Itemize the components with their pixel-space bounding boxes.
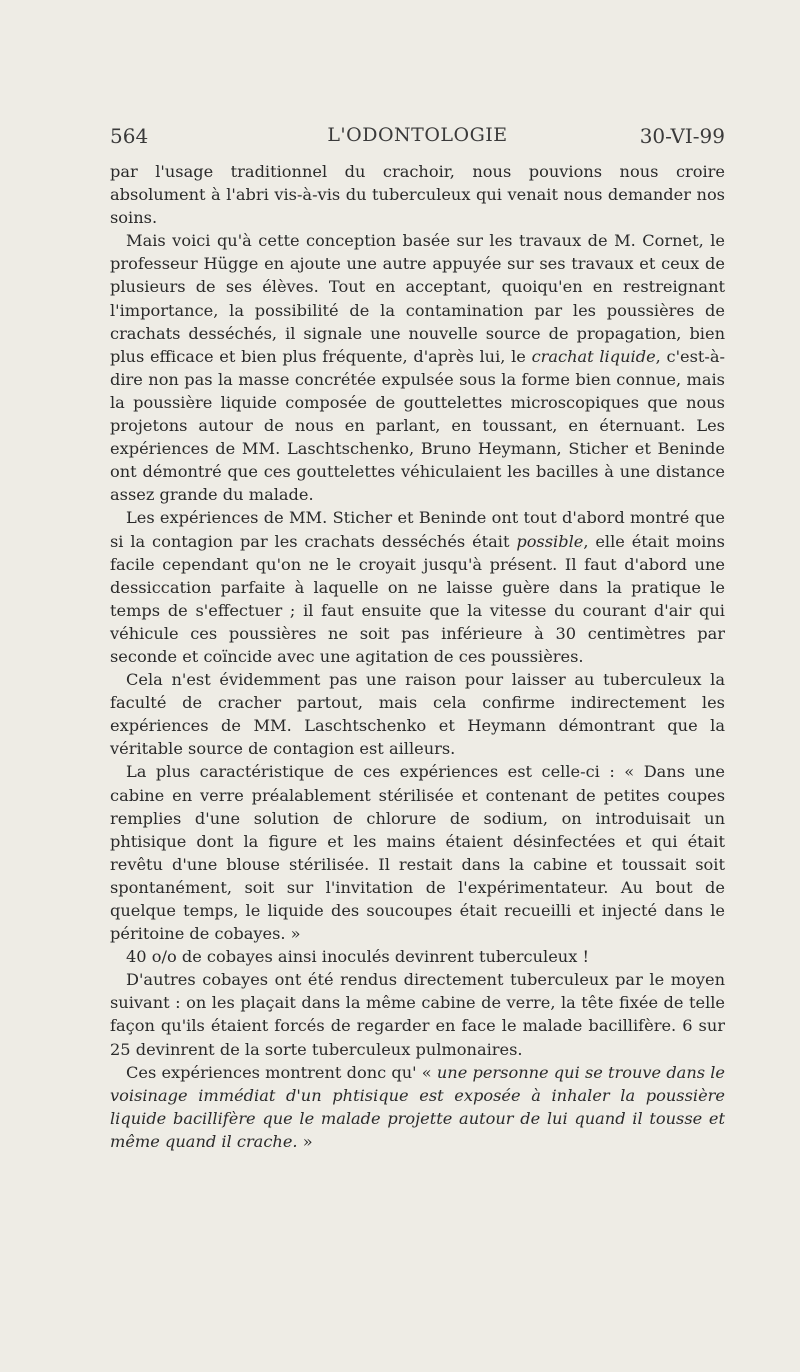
issue-date: 30-VI-99 — [639, 124, 725, 148]
page-number: 564 — [110, 124, 149, 148]
paragraph-text: Les expériences de MM. Sticher et Beninde ont tout d'abord montré que si la contagion par les crachats desséchés était — [110, 508, 725, 551]
emphasis-text: possible — [516, 531, 584, 551]
paragraph-text: » — [297, 1131, 313, 1151]
paragraph — [110, 968, 725, 1060]
paragraph — [110, 760, 725, 945]
paragraph — [110, 160, 725, 229]
paragraph-text: Cela n'est évidemment pas une raison pour laisser au tuberculeux la faculté de cracher partout, mais cela confirme indirectement les expériences de MM. Laschtschenko et Heymann démontrant que la véritable source de contagion est ailleurs. — [110, 670, 725, 759]
emphasis-text: crachat liquide — [531, 346, 656, 366]
paragraph-text: , c'est-à-dire non pas la masse concrétée expulsée sous la forme bien connue, mais la poussière liquide composée de gouttelettes microscopiques que nous projetons autour de nous en parlant, en toussant, en éternuant. Les expériences de MM. Laschtschenko, Bruno Heymann, Sticher et Beninde ont démontré que ces gouttelettes véhiculaient les bacilles à une distance assez grande du malade. — [110, 346, 726, 505]
paragraph-text: La plus caractéristique de ces expériences est celle-ci : « Dans une cabine en verre préalablement stérilisée et contenant de petites coupes remplies d'une solution de chlorure de sodium, on introduisait un phtisique dont la figure et les mains étaient désinfectées et qui était revêtu d'une blouse stérilisée. Il restait dans la cabine et toussait soit spontanément, soit sur l'invitation de l'expérimentateur. Au bout de quelque temps, le liquide des soucoupes était recueilli et injecté dans le péritoine de cobayes. » — [110, 762, 725, 944]
journal-title: L'ODONTOLOGIE — [327, 124, 508, 146]
paragraph-text: D'autres cobayes ont été rendus directement tuberculeux par le moyen suivant : on les plaçait dans la même cabine de verre, la tête fixée de telle façon qu'ils étaient forcés de regarder en face le malade bacillifère. 6 sur 25 devinrent de la sorte tuberculeux pulmonaires. — [110, 970, 725, 1059]
paragraph-text: Mais voici qu'à cette conception basée sur les travaux de M. Cornet, le professeur Hügge en ajoute une autre appuyée sur ses travaux et ceux de plusieurs de ses élèves. Tout en acceptant, quoiqu'en en restreignant l'importance, la possibilité de la contamination par les poussières de crachats desséchés, il signale une nouvelle source de propagation, bien plus efficace et bien plus fréquente, d'après lui, le — [110, 231, 725, 366]
paragraph — [110, 506, 725, 668]
running-header — [110, 124, 725, 154]
paragraph-text: Ces expériences montrent donc qu' « — [126, 1062, 437, 1082]
quotation-text: une personne qui se trouve dans le voisinage immédiat d'un phtisique est exposée à inhaler la poussière liquide bacillifère que le malade projette autour de lui quand il tousse et même quand il crache. — [110, 1062, 725, 1151]
paragraph-text: 40 o/o de cobayes ainsi inoculés devinrent tuberculeux ! — [126, 947, 590, 967]
paragraph — [110, 229, 725, 506]
paragraph-text: , elle était moins facile cependant qu'on ne le croyait jusqu'à présent. Il faut d'abord une dessiccation parfaite à laquelle on ne laisse guère dans la pratique le temps de s'effectuer ; il faut ensuite que la vitesse du courant d'air qui véhicule ces poussières ne soit pas inférieure à 30 centimètres par seconde et coïncide avec une agitation de ces poussières. — [110, 531, 725, 666]
paragraph-text: par l'usage traditionnel du crachoir, nous pouvions nous croire absolument à l'abri vis-à-vis du tuberculeux qui venait nous demander nos soins. — [110, 162, 725, 228]
article-body — [110, 160, 725, 1153]
paragraph — [110, 668, 725, 760]
paragraph — [110, 945, 725, 968]
paragraph — [110, 1061, 725, 1153]
